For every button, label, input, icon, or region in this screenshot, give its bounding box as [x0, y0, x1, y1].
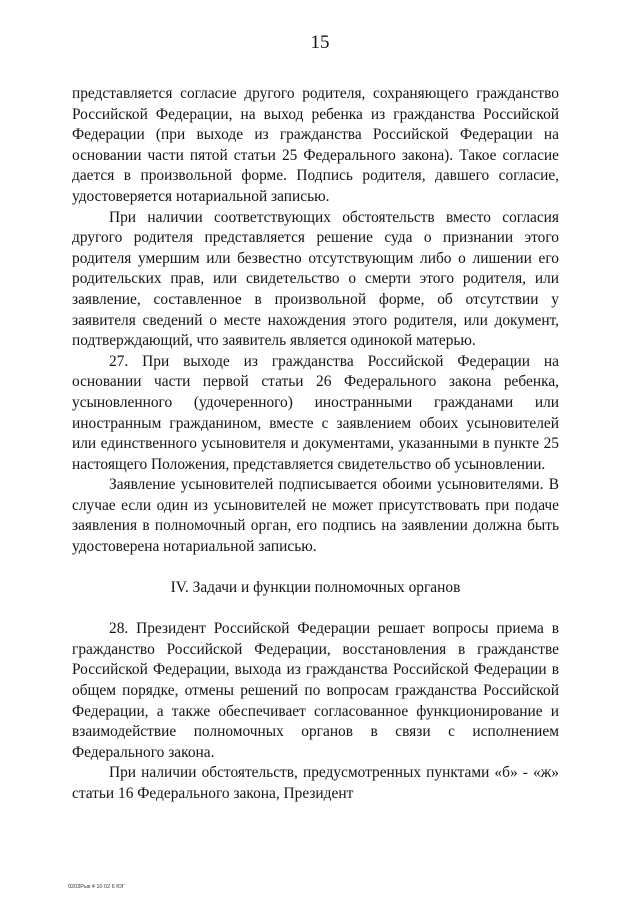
paragraph-president-circumstances: При наличии обстоятельств, предусмотренных пунктами «б» - «ж» статьи 16 Федерального закона, Президент [72, 764, 559, 802]
paragraph-item-27: 27. При выходе из гражданства Российской Федерации на основании части первой статьи 26 Федерального закона ребенка, усыновленного (удочеренного) иностранными гражданами или иностранным гражданином, вместе с заявлением обоих усыновителей или единственного усыновителя и документами, указанными в пункте 25 настоящего Положения, представляется свидетельство об усыновлении. [72, 352, 559, 473]
page-number: 15 [310, 32, 330, 53]
paragraph-alternative-documents: При наличии соответствующих обстоятельств вместо согласия другого родителя представляется решение суда о признании этого родителя умершим или безвестно отсутствующим либо о лишении его родительских прав, или свидетельство о смерти этого родителя, или заявление, составленное в произвольной форме, об отсутствии у заявителя сведений о месте нахождения этого родителя, или документ, подтверждающий, что заявитель является одинокой матерью. [72, 208, 559, 350]
section-heading: IV. Задачи и функции полномочных органов [170, 578, 461, 596]
document-body [72, 84, 559, 805]
paragraph-item-28: 28. Президент Российской Федерации решает вопросы приема в гражданство Российской Федерации, восстановления в гражданстве Российской Федерации, выхода из гражданства Российской Федерации в общем порядке, отмены решений по вопросам гражданства Российской Федерации, а также обеспечивает согласованное функционирование и взаимодействие полномочных органов в связи с исполнением Федерального закона. [72, 620, 559, 761]
paragraph-continuation: представляется согласие другого родителя, сохраняющего гражданство Российской Федерации, на выход ребенка из гражданства Российской Федерации (при выходе из гражданства Российской Федерации на основании части пятой статьи 25 Федерального закона). Такое согласие дается в произвольной форме. Подпись родителя, давшего согласие, удостоверяется нотариальной записью. [72, 85, 559, 205]
footer-print-code: 0203Рык 4 10 02 6 ЮГ [68, 884, 125, 890]
paragraph-adopters-signature: Заявление усыновителей подписывается обоими усыновителями. В случае если один из усыновителей не может присутствовать при подаче заявления в полномочный орган, его подпись на заявлении должна быть удостоверена нотариальной записью. [72, 476, 559, 556]
